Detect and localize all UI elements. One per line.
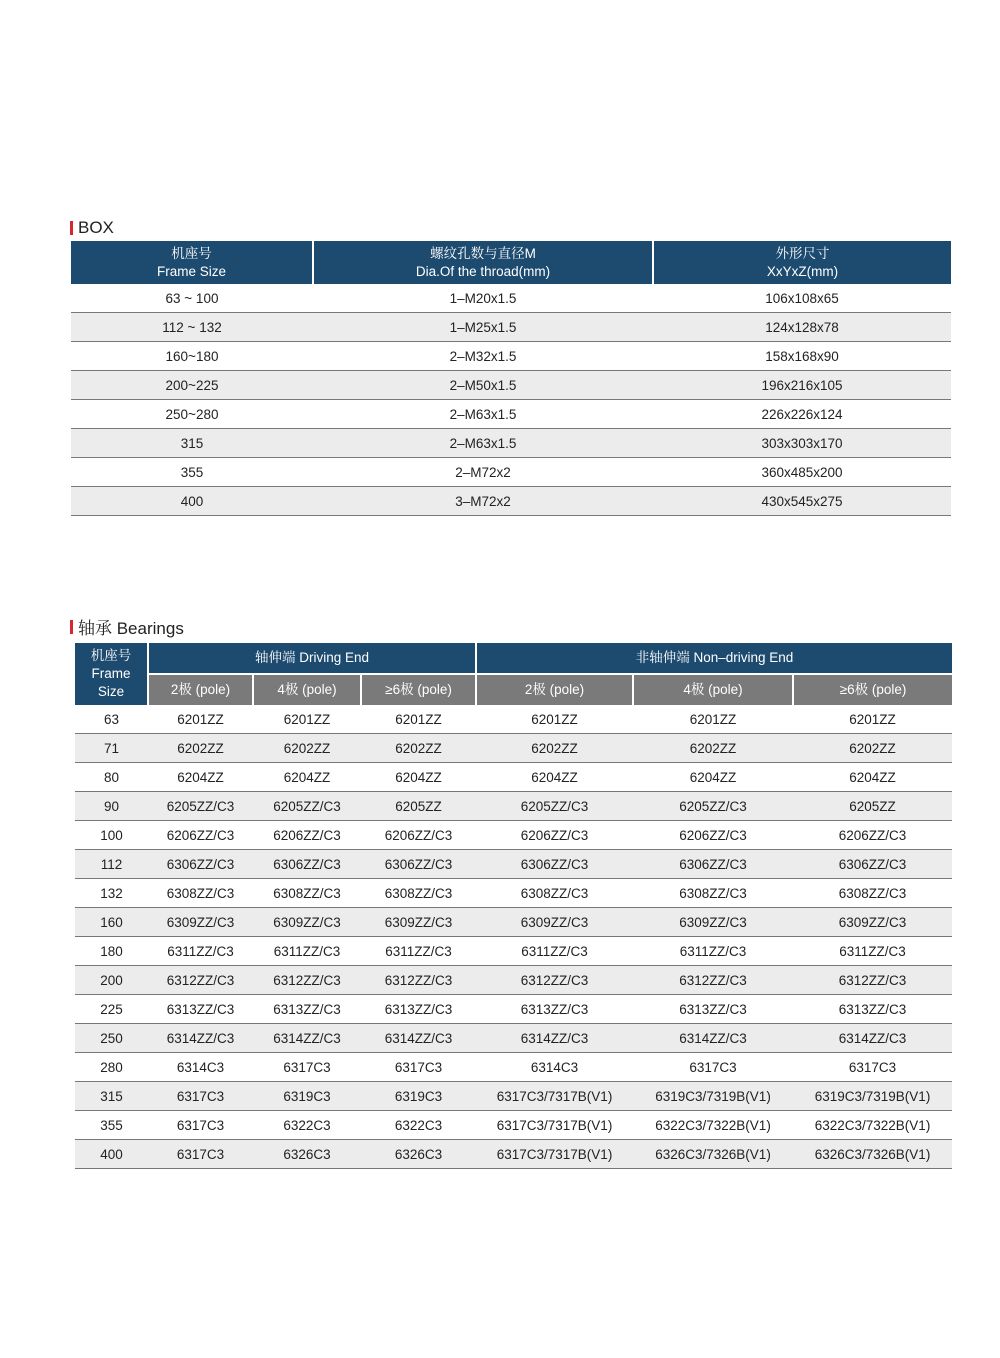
table-cell: 6313ZZ/C3 <box>253 995 361 1024</box>
frame-size-cell: 112 <box>75 850 148 879</box>
table-cell: 6204ZZ <box>148 763 253 792</box>
table-cell: 6311ZZ/C3 <box>253 937 361 966</box>
table-cell: 6312ZZ/C3 <box>253 966 361 995</box>
table-cell: 6205ZZ <box>793 792 952 821</box>
table-cell: 2–M50x1.5 <box>313 371 653 400</box>
table-cell: 6206ZZ/C3 <box>148 821 253 850</box>
box-title: BOX <box>78 218 114 237</box>
table-cell: 6312ZZ/C3 <box>633 966 793 995</box>
header-en: Frame <box>91 666 131 681</box>
table-row <box>71 429 951 458</box>
table-cell: 6306ZZ/C3 <box>476 850 633 879</box>
table-cell: 1–M25x1.5 <box>313 313 653 342</box>
table-cell: 6322C3 <box>253 1111 361 1140</box>
table-cell: 6319C3 <box>253 1082 361 1111</box>
table-cell: 6314ZZ/C3 <box>633 1024 793 1053</box>
table-cell: 6206ZZ/C3 <box>793 821 952 850</box>
frame-size-cell: 63 <box>75 705 148 734</box>
table-cell: 6326C3 <box>253 1140 361 1169</box>
header-en: Dia.Of the throad(mm) <box>415 263 551 279</box>
table-cell: 6314ZZ/C3 <box>148 1024 253 1053</box>
table-row <box>75 937 952 966</box>
table-cell: 158x168x90 <box>653 342 951 371</box>
frame-size-cell: 250~280 <box>71 400 313 429</box>
table-cell: 6322C3/7322B(V1) <box>633 1111 793 1140</box>
bearings-header-row <box>75 643 952 674</box>
table-cell: 6201ZZ <box>476 705 633 734</box>
bearings-header-driving-end: 轴伸端 Driving End <box>148 643 476 674</box>
table-cell: 6306ZZ/C3 <box>361 850 476 879</box>
table-cell: 6317C3 <box>148 1082 253 1111</box>
bearings-header-frame-size <box>75 643 148 705</box>
table-cell: 6322C3/7322B(V1) <box>793 1111 952 1140</box>
table-cell: 6205ZZ/C3 <box>253 792 361 821</box>
table-cell: 6309ZZ/C3 <box>793 908 952 937</box>
table-row <box>75 879 952 908</box>
table-cell: 6205ZZ/C3 <box>476 792 633 821</box>
table-row <box>75 792 952 821</box>
header-en: XxYxZ(mm) <box>766 263 839 279</box>
frame-size-cell: 400 <box>71 487 313 516</box>
box-header-dimensions <box>653 241 951 284</box>
table-cell: 6313ZZ/C3 <box>148 995 253 1024</box>
frame-size-cell: 160 <box>75 908 148 937</box>
table-cell: 6204ZZ <box>361 763 476 792</box>
table-cell: 6326C3 <box>361 1140 476 1169</box>
frame-size-cell: 63 ~ 100 <box>71 284 313 313</box>
table-cell: 2–M63x1.5 <box>313 400 653 429</box>
table-cell: 6311ZZ/C3 <box>476 937 633 966</box>
table-row <box>75 1140 952 1169</box>
pole-header: ≥6极 (pole) <box>361 674 476 705</box>
header-cn: 螺纹孔数与直径M <box>430 245 536 261</box>
table-cell: 6314C3 <box>476 1053 633 1082</box>
table-row <box>75 1082 952 1111</box>
pole-header: 2极 (pole) <box>476 674 633 705</box>
table-row <box>75 821 952 850</box>
table-row <box>71 342 951 371</box>
table-row <box>75 850 952 879</box>
frame-size-cell: 200~225 <box>71 371 313 400</box>
table-cell: 6313ZZ/C3 <box>361 995 476 1024</box>
table-cell: 6317C3 <box>148 1140 253 1169</box>
table-cell: 360x485x200 <box>653 458 951 487</box>
table-cell: 6322C3 <box>361 1111 476 1140</box>
table-cell: 6311ZZ/C3 <box>148 937 253 966</box>
box-section-title <box>70 218 114 238</box>
table-cell: 6312ZZ/C3 <box>793 966 952 995</box>
table-cell: 6313ZZ/C3 <box>793 995 952 1024</box>
table-cell: 6306ZZ/C3 <box>253 850 361 879</box>
table-cell: 6314ZZ/C3 <box>793 1024 952 1053</box>
frame-size-cell: 355 <box>71 458 313 487</box>
bearings-table <box>75 643 952 1169</box>
table-cell: 6308ZZ/C3 <box>476 879 633 908</box>
frame-size-cell: 315 <box>75 1082 148 1111</box>
table-row <box>75 1111 952 1140</box>
frame-size-cell: 132 <box>75 879 148 908</box>
table-row <box>75 995 952 1024</box>
table-cell: 6317C3/7317B(V1) <box>476 1082 633 1111</box>
table-row <box>71 458 951 487</box>
table-cell: 6309ZZ/C3 <box>253 908 361 937</box>
table-row <box>75 1053 952 1082</box>
frame-size-cell: 400 <box>75 1140 148 1169</box>
table-cell: 226x226x124 <box>653 400 951 429</box>
table-cell: 6314ZZ/C3 <box>361 1024 476 1053</box>
frame-size-cell: 250 <box>75 1024 148 1053</box>
table-cell: 6309ZZ/C3 <box>148 908 253 937</box>
table-cell: 196x216x105 <box>653 371 951 400</box>
table-row <box>75 908 952 937</box>
table-cell: 6205ZZ/C3 <box>633 792 793 821</box>
table-row <box>71 313 951 342</box>
table-cell: 6314ZZ/C3 <box>253 1024 361 1053</box>
pole-header: ≥6极 (pole) <box>793 674 952 705</box>
table-cell: 6206ZZ/C3 <box>633 821 793 850</box>
table-cell: 6314C3 <box>148 1053 253 1082</box>
table-cell: 6206ZZ/C3 <box>476 821 633 850</box>
frame-size-cell: 180 <box>75 937 148 966</box>
table-cell: 106x108x65 <box>653 284 951 313</box>
table-cell: 6326C3/7326B(V1) <box>793 1140 952 1169</box>
header-cn: 机座号 <box>171 245 212 261</box>
table-cell: 6202ZZ <box>793 734 952 763</box>
frame-size-cell: 280 <box>75 1053 148 1082</box>
table-cell: 6201ZZ <box>253 705 361 734</box>
table-cell: 6313ZZ/C3 <box>476 995 633 1024</box>
frame-size-cell: 200 <box>75 966 148 995</box>
table-cell: 6205ZZ <box>361 792 476 821</box>
table-cell: 6314ZZ/C3 <box>476 1024 633 1053</box>
frame-size-cell: 315 <box>71 429 313 458</box>
frame-size-cell: 71 <box>75 734 148 763</box>
table-cell: 6204ZZ <box>253 763 361 792</box>
table-cell: 2–M32x1.5 <box>313 342 653 371</box>
table-row <box>71 284 951 313</box>
table-cell: 6317C3 <box>361 1053 476 1082</box>
table-cell: 6312ZZ/C3 <box>148 966 253 995</box>
frame-size-cell: 80 <box>75 763 148 792</box>
table-row <box>71 400 951 429</box>
table-row <box>75 734 952 763</box>
table-cell: 124x128x78 <box>653 313 951 342</box>
frame-size-cell: 90 <box>75 792 148 821</box>
frame-size-cell: 100 <box>75 821 148 850</box>
table-cell: 6202ZZ <box>148 734 253 763</box>
table-cell: 6312ZZ/C3 <box>476 966 633 995</box>
table-row <box>75 763 952 792</box>
table-cell: 430x545x275 <box>653 487 951 516</box>
table-cell: 6309ZZ/C3 <box>633 908 793 937</box>
frame-size-cell: 112 ~ 132 <box>71 313 313 342</box>
table-cell: 6206ZZ/C3 <box>361 821 476 850</box>
table-cell: 6317C3/7317B(V1) <box>476 1111 633 1140</box>
pole-header: 4极 (pole) <box>633 674 793 705</box>
table-cell: 6204ZZ <box>793 763 952 792</box>
table-cell: 6312ZZ/C3 <box>361 966 476 995</box>
header-cn: 外形尺寸 <box>775 245 830 261</box>
table-cell: 6309ZZ/C3 <box>476 908 633 937</box>
header-cn: 机座号 <box>90 648 132 663</box>
table-cell: 6202ZZ <box>253 734 361 763</box>
table-cell: 6201ZZ <box>361 705 476 734</box>
table-cell: 6201ZZ <box>793 705 952 734</box>
table-cell: 6311ZZ/C3 <box>361 937 476 966</box>
table-cell: 6313ZZ/C3 <box>633 995 793 1024</box>
table-cell: 3–M72x2 <box>313 487 653 516</box>
table-cell: 6319C3 <box>361 1082 476 1111</box>
table-cell: 6308ZZ/C3 <box>253 879 361 908</box>
table-cell: 6317C3 <box>633 1053 793 1082</box>
bearings-section-title <box>70 614 184 639</box>
table-cell: 6311ZZ/C3 <box>633 937 793 966</box>
table-cell: 6308ZZ/C3 <box>793 879 952 908</box>
pole-header: 2极 (pole) <box>148 674 253 705</box>
box-table <box>71 241 951 516</box>
table-row <box>75 966 952 995</box>
pole-header: 4极 (pole) <box>253 674 361 705</box>
table-cell: 6308ZZ/C3 <box>633 879 793 908</box>
frame-size-cell: 225 <box>75 995 148 1024</box>
table-cell: 6326C3/7326B(V1) <box>633 1140 793 1169</box>
table-row <box>75 705 952 734</box>
box-header-thread <box>313 241 653 284</box>
table-cell: 6311ZZ/C3 <box>793 937 952 966</box>
table-cell: 1–M20x1.5 <box>313 284 653 313</box>
table-cell: 2–M63x1.5 <box>313 429 653 458</box>
table-cell: 6319C3/7319B(V1) <box>793 1082 952 1111</box>
table-cell: 6306ZZ/C3 <box>793 850 952 879</box>
table-cell: 6317C3 <box>148 1111 253 1140</box>
table-cell: 6204ZZ <box>476 763 633 792</box>
table-cell: 6317C3/7317B(V1) <box>476 1140 633 1169</box>
table-cell: 303x303x170 <box>653 429 951 458</box>
table-row <box>75 1024 952 1053</box>
table-cell: 6201ZZ <box>633 705 793 734</box>
bearings-title: 轴承 Bearings <box>78 619 184 638</box>
bearings-pole-header-row <box>75 674 952 705</box>
section-marker <box>70 620 73 634</box>
table-cell: 2–M72x2 <box>313 458 653 487</box>
table-cell: 6205ZZ/C3 <box>148 792 253 821</box>
table-cell: 6306ZZ/C3 <box>148 850 253 879</box>
header-en: Size <box>97 684 125 699</box>
table-cell: 6201ZZ <box>148 705 253 734</box>
table-cell: 6306ZZ/C3 <box>633 850 793 879</box>
table-cell: 6308ZZ/C3 <box>361 879 476 908</box>
section-marker <box>70 221 73 235</box>
table-row <box>71 371 951 400</box>
table-cell: 6308ZZ/C3 <box>148 879 253 908</box>
table-row <box>71 487 951 516</box>
frame-size-cell: 160~180 <box>71 342 313 371</box>
box-header-row <box>71 241 951 284</box>
table-cell: 6309ZZ/C3 <box>361 908 476 937</box>
header-en: Frame Size <box>156 263 227 279</box>
table-cell: 6202ZZ <box>361 734 476 763</box>
table-cell: 6206ZZ/C3 <box>253 821 361 850</box>
bearings-header-non-driving-end: 非轴伸端 Non–driving End <box>476 643 952 674</box>
frame-size-cell: 355 <box>75 1111 148 1140</box>
box-header-frame-size <box>71 241 313 284</box>
table-cell: 6204ZZ <box>633 763 793 792</box>
table-cell: 6317C3 <box>793 1053 952 1082</box>
table-cell: 6319C3/7319B(V1) <box>633 1082 793 1111</box>
table-cell: 6202ZZ <box>476 734 633 763</box>
table-cell: 6202ZZ <box>633 734 793 763</box>
table-cell: 6317C3 <box>253 1053 361 1082</box>
